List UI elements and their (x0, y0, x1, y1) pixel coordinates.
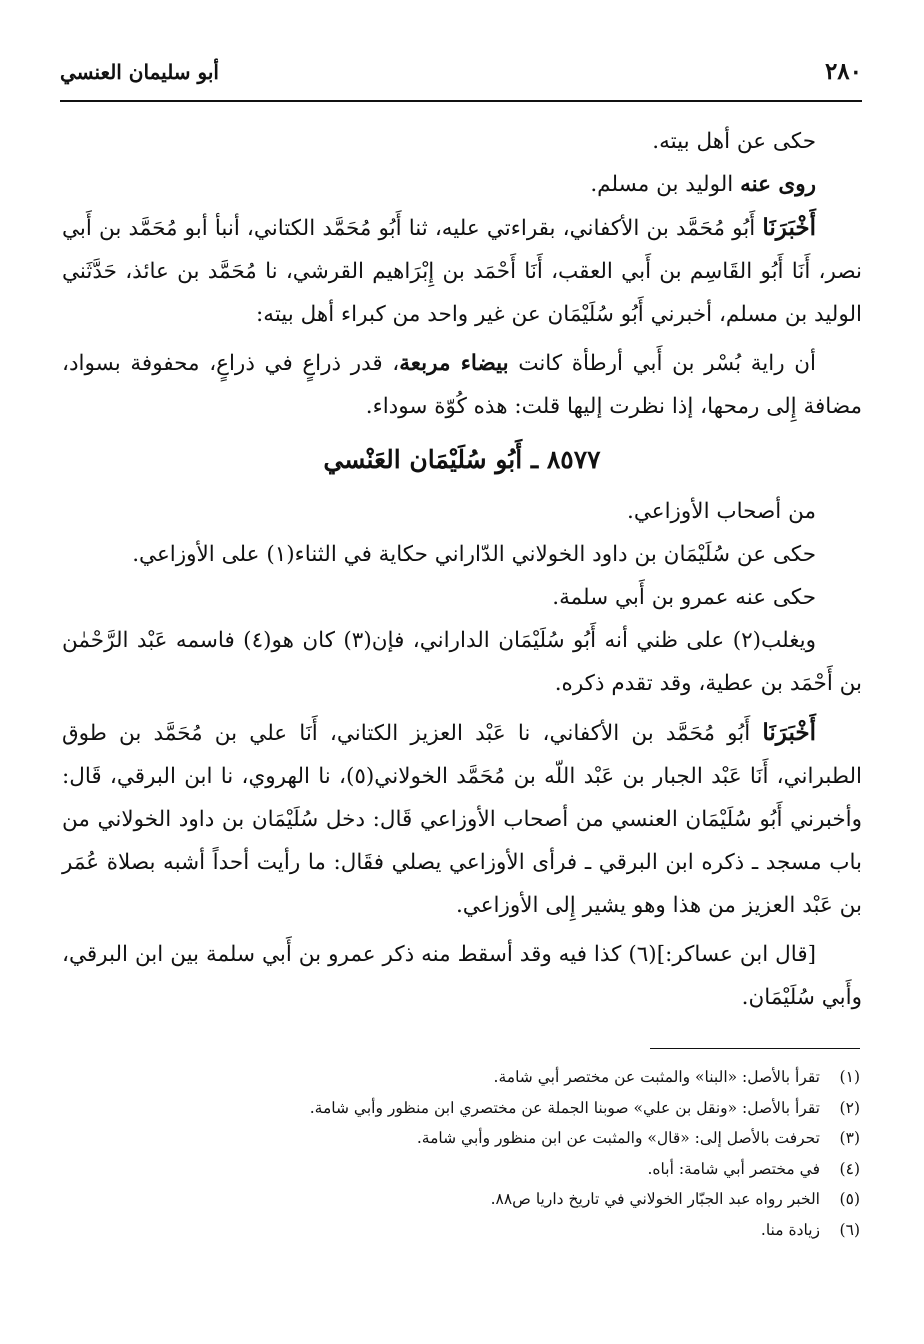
footnote-number: (٦) (839, 1220, 860, 1239)
entry-title: ٨٥٧٧ ـ أَبُو سُلَيْمَان العَنْسي (323, 445, 601, 474)
paragraph (62, 163, 862, 206)
main-text (62, 120, 862, 1019)
text: كان هو (271, 628, 344, 653)
footnote (62, 1093, 860, 1124)
text: أَبُو مُحَمَّد بن الأكفاني، بقراءتي عليه، ثنا أَبُو مُحَمَّد الكتاني، أنبأ أبو مُحَمَّد بن أَبي نصر، أَنَا أَبُو القَاسِم بن أَبي العقب، أَنَا أَحْمَد بن إِبْرَاهيم القرشي، نا مُحَمَّد بن عائذ، حَدَّثَني الوليد بن مسلم، أخبرني أَبُو سُلَيْمَان عن غير واحد من كبراء أهل بيته: (62, 216, 862, 327)
footnote-ref: (٤) (243, 628, 272, 653)
footnote-text: في مختصر أبي شامة: أباه. (647, 1159, 820, 1178)
paragraph (62, 490, 862, 533)
text: حكى عن سُلَيْمَان بن داود الخولاني الدّاراني حكاية في الثناء (294, 542, 816, 567)
text: ويغلب (761, 628, 816, 653)
footnote-ref: (٢) (732, 628, 762, 653)
footnote-ref: (٦) (628, 942, 657, 967)
footnote-text: زيادة منا. (760, 1220, 820, 1239)
text: فاسمه عَبْد الرَّحْمٰن بن أَحْمَد بن عطية، وقد تقدم ذكره. (62, 628, 862, 696)
text: أن راية بُسْر بن أَبي أرطأة كانت (508, 351, 817, 376)
text: حكى عنه عمرو بن أَبي سلمة. (552, 585, 816, 610)
footnote-text: تقرأ بالأصل: «البنا» والمثبت عن مختصر أبي شامة. (493, 1068, 820, 1086)
text: على الأوزاعي. (132, 542, 267, 567)
footnotes (62, 1062, 860, 1245)
footnote-ref: (٣) (343, 628, 372, 653)
paragraph (62, 933, 862, 1019)
running-title: أبو سليمان العنسي (60, 60, 219, 84)
text: من أصحاب الأوزاعي. (626, 499, 816, 524)
text: [قال ابن عساكر:] (656, 942, 817, 967)
text: حكى عن أهل بيته. (652, 129, 816, 154)
footnote-text: تحرفت بالأصل إلى: «قال» والمثبت عن ابن منظور وأبي شامة. (416, 1129, 820, 1147)
footnote-number: (١) (839, 1068, 860, 1086)
text: أَبُو مُحَمَّد بن الأكفاني، نا عَبْد العزيز الكتاني، أَنَا علي بن مُحَمَّد بن طوق الطبراني، أَنَا عَبْد الجبار بن عَبْد اللّه بن مُحَمَّد الخولاني (62, 721, 862, 789)
paragraph (62, 619, 862, 705)
paragraph (62, 120, 862, 163)
footnote (62, 1215, 860, 1246)
emphasis: بيضاء مربعة (399, 351, 509, 376)
paragraph (62, 533, 862, 576)
paragraph (62, 576, 862, 619)
footnote (62, 1154, 860, 1185)
footnote-ref: (٥) (345, 764, 375, 789)
footnote-number: (٤) (839, 1159, 860, 1178)
keyword: روى عنه (740, 172, 816, 197)
text: كذا فيه وقد أسقط منه ذكر عمرو بن أَبي سلمة بين ابن البرقي، وأَبي سُلَيْمَان. (62, 942, 862, 1010)
footnote (62, 1184, 860, 1215)
page-number: ٢٨٠ (824, 58, 862, 85)
footnote-number: (٥) (839, 1190, 860, 1208)
page-header (60, 58, 862, 102)
footnote-ref: (١) (266, 542, 295, 567)
footnote (62, 1123, 860, 1154)
text: على ظني أنه أَبُو سُلَيْمَان الداراني، فإن (371, 628, 733, 653)
paragraph (62, 342, 862, 428)
paragraph (62, 206, 862, 336)
text: الوليد بن مسلم. (590, 172, 741, 197)
keyword: أَخْبَرَنَا (762, 214, 816, 241)
paragraph (62, 711, 862, 927)
footnote-divider (650, 1048, 860, 1049)
footnote (62, 1062, 860, 1093)
footnote-text: تقرأ بالأصل: «ونقل بن علي» صوبنا الجملة عن مختصري ابن منظور وأبي شامة. (309, 1098, 820, 1117)
footnote-number: (٢) (839, 1098, 860, 1117)
keyword: أَخْبَرَنَا (762, 719, 816, 746)
text: ، نا الهروي، نا ابن البرقي، قَال: وأخبرني أَبُو سُلَيْمَان العنسي من أصحاب الأوزاعي قَال: دخل سُلَيْمَان بن داود الخولاني من باب مسجد ـ ذكره ابن البرقي ـ فرأى الأوزاعي يصلي فقَال: ما رأيت أحداً أشبه بصلاة عُمَر بن عَبْد العزيز من هذا وهو يشير إِلى الأوزاعي. (62, 764, 862, 918)
footnote-text: الخبر رواه عبد الجبّار الخولاني في تاريخ داريا ص٨٨. (490, 1190, 820, 1208)
footnote-number: (٣) (839, 1129, 860, 1147)
text: ، قدر ذراعٍ في ذراعٍ، محفوفة بسواد، مضافة إِلى رمحها، إذا نظرت إليها قلت: هذه كُوّة سوداء. (62, 351, 862, 419)
